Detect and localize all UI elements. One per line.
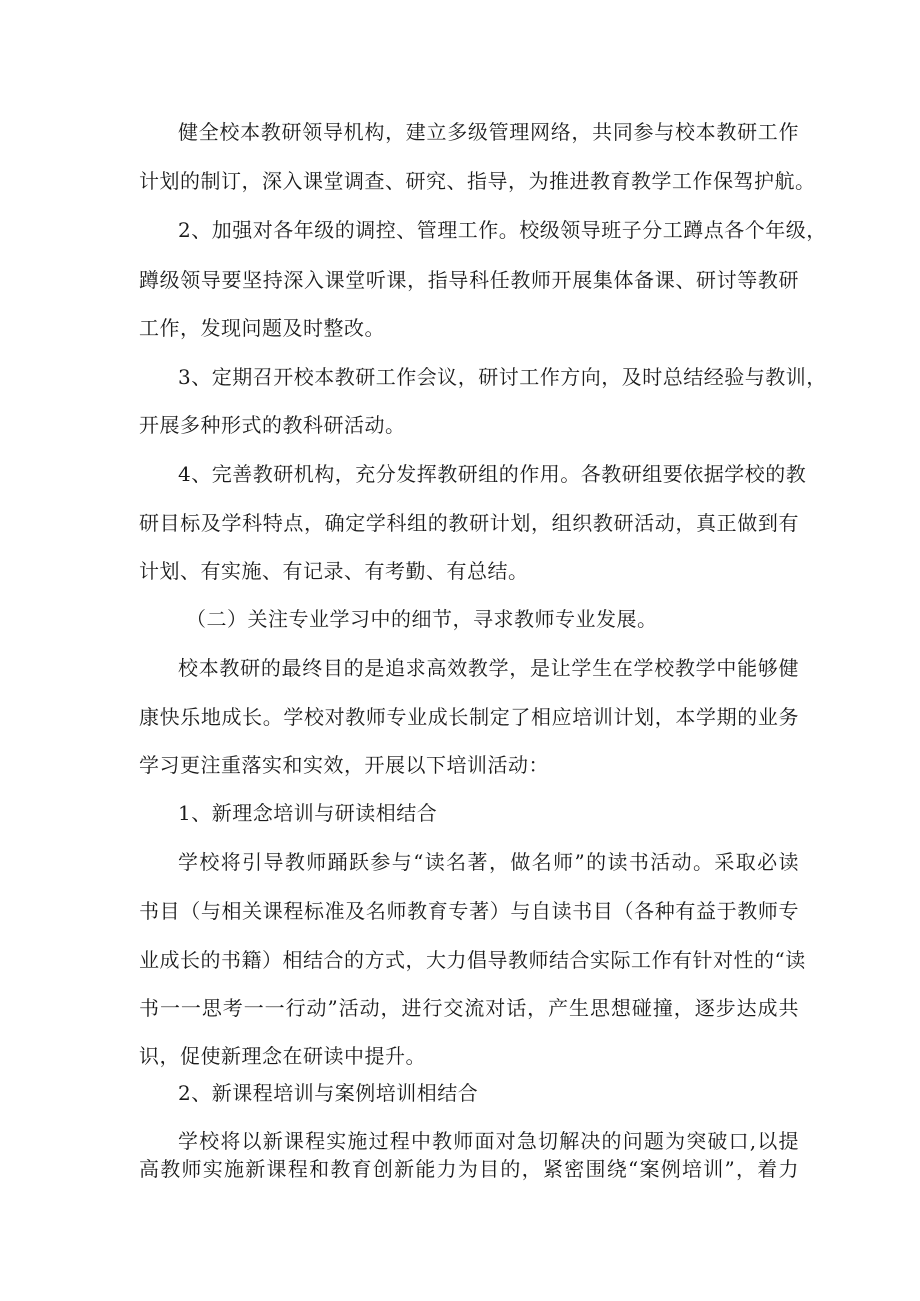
paragraph-line: 业成长的书籍）相结合的方式，大力倡导教师结合实际工作有针对性的“读 xyxy=(139,948,806,972)
section-heading: （二）关注专业学习中的细节，寻求教师专业发展。 xyxy=(186,607,658,631)
paragraph-line: 学校将以新课程实施过程中教师面对急切解决的问题为突破口,以提 xyxy=(178,1129,799,1153)
paragraph-line: 书目（与相关课程标准及名师教育专著）与自读书目（各种有益于教师专 xyxy=(139,899,799,923)
subsection-heading: 1、新理念培训与研读相结合 xyxy=(178,801,438,825)
paragraph-line: 高教师实施新课程和教育创新能力为目的，紧密围绕“案例培训”，着力 xyxy=(139,1157,799,1181)
paragraph-line: 蹲级领导要坚持深入课堂听课，指导科任教师开展集体备课、研讨等教研 xyxy=(139,268,799,292)
paragraph-line: 4、完善教研机构，充分发挥教研组的作用。各教研组要依据学校的教 xyxy=(178,462,807,486)
paragraph-line: 2、加强对各年级的调控、管理工作。校级领导班子分工蹲点各个年级， xyxy=(178,218,827,242)
paragraph-line: 健全校本教研领导机构，建立多级管理网络，共同参与校本教研工作 xyxy=(178,120,799,144)
paragraph-line: 康快乐地成长。学校对教师专业成长制定了相应培训计划，本学期的业务 xyxy=(139,705,799,729)
paragraph-line: 识，促使新理念在研读中提升。 xyxy=(139,1044,426,1068)
paragraph-line: 学习更注重落实和实效，开展以下培训活动： xyxy=(139,753,549,777)
paragraph-line: 开展多种形式的教科研活动。 xyxy=(139,413,406,437)
paragraph-line: 3、定期召开校本教研工作会议，研讨工作方向，及时总结经验与教训， xyxy=(178,365,827,389)
paragraph-line: 学校将引导教师踊跃参与“读名著，做名师”的读书活动。采取必读 xyxy=(178,850,799,874)
paragraph-line: 计划、有实施、有记录、有考勤、有总结。 xyxy=(139,559,529,583)
paragraph-line: 工作，发现问题及时整改。 xyxy=(139,316,385,340)
paragraph-line: 计划的制订，深入课堂调查、研究、指导，为推进教育教学工作保驾护航。 xyxy=(139,169,816,193)
paragraph-line: 研目标及学科特点，确定学科组的教研计划，组织教研活动，真正做到有 xyxy=(139,511,799,535)
paragraph-line: 书一一思考一一行动”活动，进行交流对话，产生思想碰撞，逐步达成共 xyxy=(139,996,799,1020)
subsection-heading: 2、新课程培训与案例培训相结合 xyxy=(178,1081,479,1105)
paragraph-line: 校本教研的最终目的是追求高效教学，是让学生在学校教学中能够健 xyxy=(178,656,799,680)
